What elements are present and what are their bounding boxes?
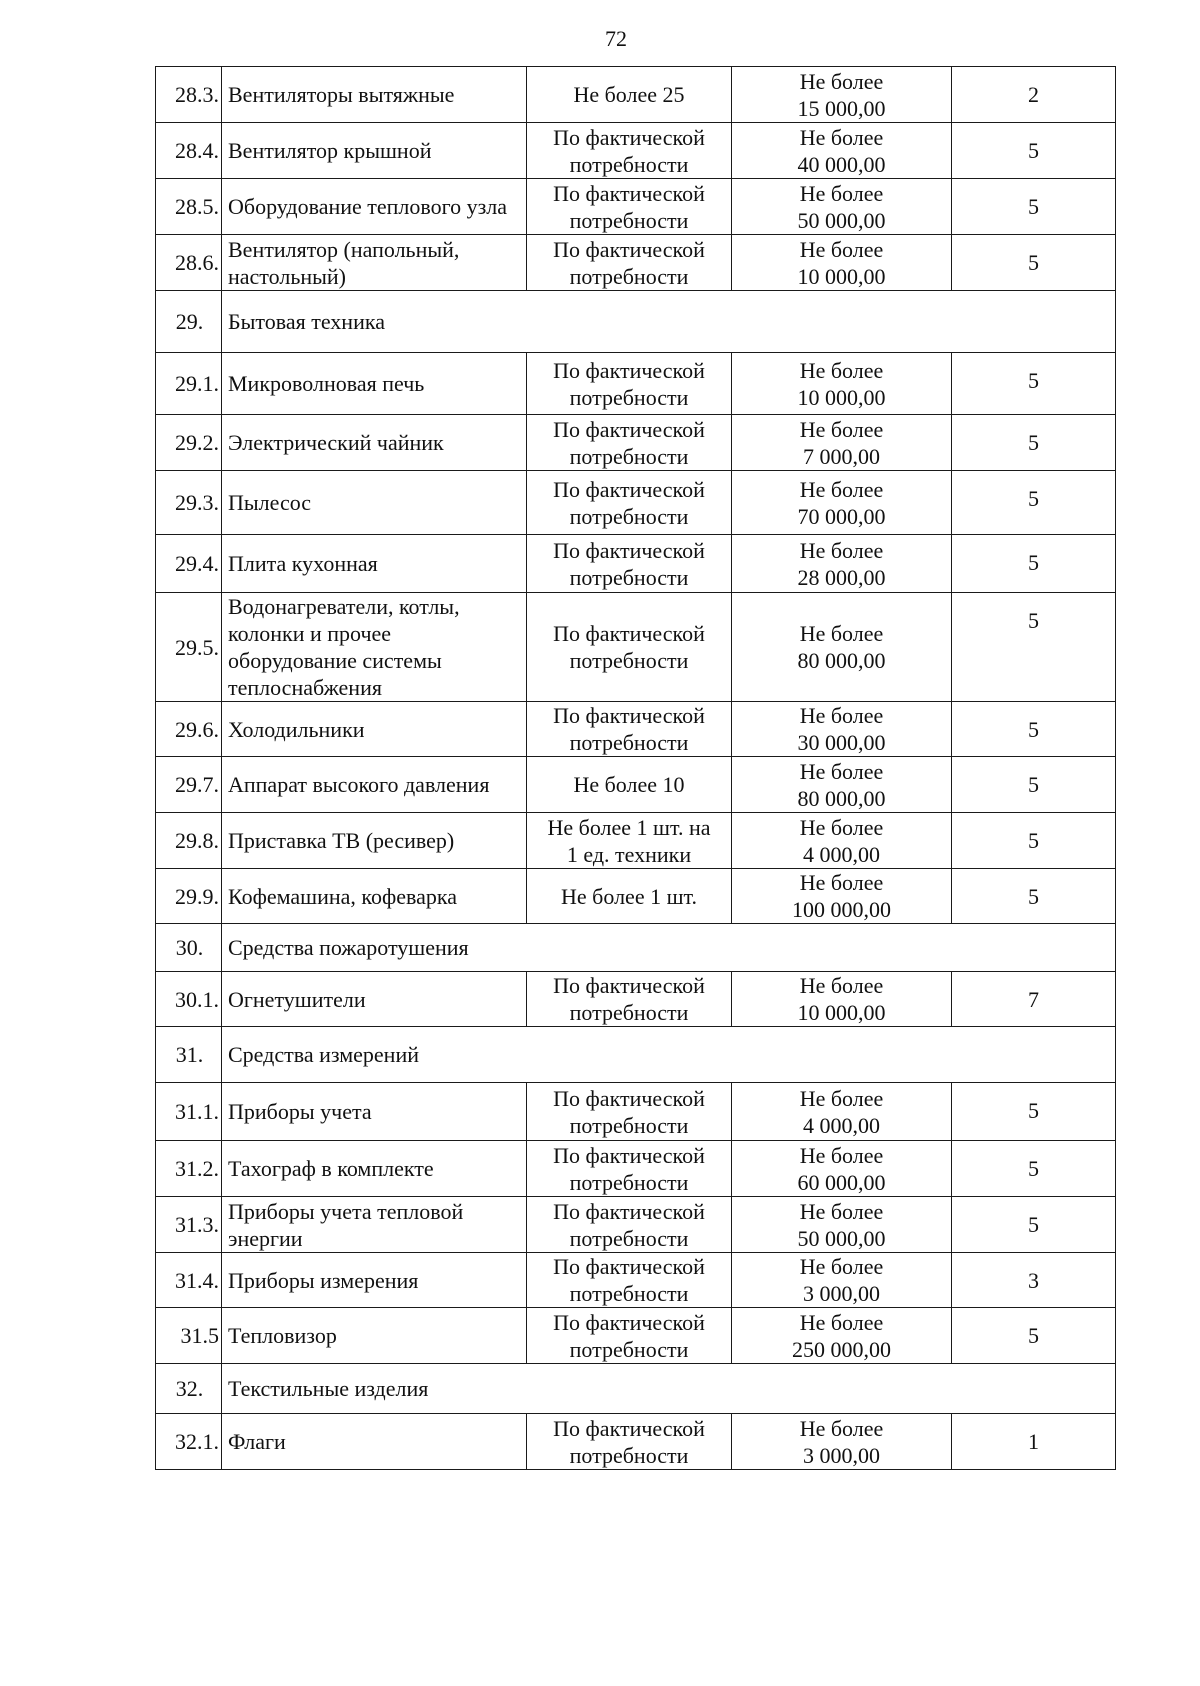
item-service-years: 5	[952, 415, 1116, 471]
row-number: 29.5.	[156, 593, 222, 702]
item-quantity: По фактической потребности	[527, 123, 732, 179]
item-price: Не более 50 000,00	[732, 179, 952, 235]
section-row	[156, 291, 1116, 353]
item-service-years: 5	[952, 353, 1116, 415]
item-price: Не более 70 000,00	[732, 471, 952, 535]
item-service-years: 7	[952, 972, 1116, 1027]
item-quantity: По фактической потребности	[527, 471, 732, 535]
section-row	[156, 1027, 1116, 1083]
section-number: 30.	[156, 924, 222, 972]
item-price: Не более 3 000,00	[732, 1414, 952, 1470]
section-title: Бытовая техника	[222, 291, 1116, 353]
item-name: Кофемашина, кофеварка	[222, 869, 527, 924]
row-number: 29.6.	[156, 702, 222, 757]
item-service-years: 2	[952, 67, 1116, 123]
row-number: 31.5	[156, 1308, 222, 1364]
item-quantity: По фактической потребности	[527, 1141, 732, 1197]
table-row	[156, 1414, 1116, 1470]
table-row	[156, 1197, 1116, 1253]
item-name: Микроволновая печь	[222, 353, 527, 415]
item-quantity: Не более 10	[527, 757, 732, 813]
table-row	[156, 235, 1116, 291]
row-number: 29.9.	[156, 869, 222, 924]
item-quantity: По фактической потребности	[527, 593, 732, 702]
item-service-years: 5	[952, 471, 1116, 535]
item-quantity: По фактической потребности	[527, 1253, 732, 1308]
item-name: Тахограф в комплекте	[222, 1141, 527, 1197]
item-service-years: 1	[952, 1414, 1116, 1470]
row-number: 28.4.	[156, 123, 222, 179]
table-row	[156, 869, 1116, 924]
item-price: Не более 100 000,00	[732, 869, 952, 924]
item-service-years: 5	[952, 813, 1116, 869]
item-name: Электрический чайник	[222, 415, 527, 471]
row-number: 30.1.	[156, 972, 222, 1027]
table-row	[156, 67, 1116, 123]
item-quantity: По фактической потребности	[527, 235, 732, 291]
item-quantity: По фактической потребности	[527, 179, 732, 235]
item-price: Не более 10 000,00	[732, 235, 952, 291]
item-quantity: По фактической потребности	[527, 1197, 732, 1253]
item-quantity: По фактической потребности	[527, 535, 732, 593]
table-row	[156, 179, 1116, 235]
table-row	[156, 972, 1116, 1027]
section-title: Средства пожаротушения	[222, 924, 1116, 972]
item-price: Не более 30 000,00	[732, 702, 952, 757]
item-service-years: 5	[952, 1308, 1116, 1364]
section-number: 29.	[156, 291, 222, 353]
item-name: Плита кухонная	[222, 535, 527, 593]
table-body	[156, 67, 1116, 1470]
item-service-years: 5	[952, 123, 1116, 179]
table-row	[156, 1253, 1116, 1308]
item-price: Не более 4 000,00	[732, 813, 952, 869]
section-number: 31.	[156, 1027, 222, 1083]
item-service-years: 5	[952, 535, 1116, 593]
item-price: Не более 80 000,00	[732, 757, 952, 813]
item-name: Приборы учета тепловой энергии	[222, 1197, 527, 1253]
table-row	[156, 1141, 1116, 1197]
table-row	[156, 415, 1116, 471]
item-service-years: 5	[952, 235, 1116, 291]
item-name: Оборудование теплового узла	[222, 179, 527, 235]
row-number: 29.4.	[156, 535, 222, 593]
item-quantity: Не более 25	[527, 67, 732, 123]
item-price: Не более 15 000,00	[732, 67, 952, 123]
table-row	[156, 535, 1116, 593]
row-number: 29.2.	[156, 415, 222, 471]
item-service-years: 5	[952, 757, 1116, 813]
section-row	[156, 1364, 1116, 1414]
section-row	[156, 924, 1116, 972]
item-price: Не более 7 000,00	[732, 415, 952, 471]
item-price: Не более 28 000,00	[732, 535, 952, 593]
item-name: Приборы измерения	[222, 1253, 527, 1308]
row-number: 28.5.	[156, 179, 222, 235]
table-row	[156, 593, 1116, 702]
item-quantity: Не более 1 шт.	[527, 869, 732, 924]
item-price: Не более 250 000,00	[732, 1308, 952, 1364]
item-quantity: По фактической потребности	[527, 1414, 732, 1470]
row-number: 31.3.	[156, 1197, 222, 1253]
item-name: Флаги	[222, 1414, 527, 1470]
table-row	[156, 123, 1116, 179]
item-price: Не более 80 000,00	[732, 593, 952, 702]
table-row	[156, 1083, 1116, 1141]
row-number: 29.1.	[156, 353, 222, 415]
table-row	[156, 813, 1116, 869]
item-price: Не более 60 000,00	[732, 1141, 952, 1197]
item-name: Водонагреватели, котлы, колонки и прочее оборудование системы теплоснабжения	[222, 593, 527, 702]
item-name: Огнетушители	[222, 972, 527, 1027]
table-row	[156, 353, 1116, 415]
item-price: Не более 10 000,00	[732, 972, 952, 1027]
norms-table	[155, 66, 1116, 1470]
item-service-years: 5	[952, 702, 1116, 757]
item-price: Не более 50 000,00	[732, 1197, 952, 1253]
item-name: Холодильники	[222, 702, 527, 757]
item-service-years: 5	[952, 1197, 1116, 1253]
item-quantity: По фактической потребности	[527, 1083, 732, 1141]
item-service-years: 5	[952, 179, 1116, 235]
section-number: 32.	[156, 1364, 222, 1414]
item-quantity: По фактической потребности	[527, 972, 732, 1027]
row-number: 32.1.	[156, 1414, 222, 1470]
item-service-years: 5	[952, 1141, 1116, 1197]
item-service-years: 5	[952, 869, 1116, 924]
item-price: Не более 4 000,00	[732, 1083, 952, 1141]
item-service-years: 5	[952, 593, 1116, 702]
item-price: Не более 40 000,00	[732, 123, 952, 179]
item-quantity: По фактической потребности	[527, 702, 732, 757]
row-number: 29.8.	[156, 813, 222, 869]
item-name: Аппарат высокого давления	[222, 757, 527, 813]
table-row	[156, 757, 1116, 813]
item-service-years: 3	[952, 1253, 1116, 1308]
row-number: 31.2.	[156, 1141, 222, 1197]
item-price: Не более 10 000,00	[732, 353, 952, 415]
item-quantity: По фактической потребности	[527, 1308, 732, 1364]
row-number: 28.3.	[156, 67, 222, 123]
row-number: 29.3.	[156, 471, 222, 535]
item-name: Пылесос	[222, 471, 527, 535]
item-name: Тепловизор	[222, 1308, 527, 1364]
item-quantity: По фактической потребности	[527, 415, 732, 471]
section-title: Средства измерений	[222, 1027, 1116, 1083]
table-row	[156, 702, 1116, 757]
table-row	[156, 1308, 1116, 1364]
row-number: 29.7.	[156, 757, 222, 813]
table-row	[156, 471, 1116, 535]
item-name: Вентилятор крышной	[222, 123, 527, 179]
row-number: 31.4.	[156, 1253, 222, 1308]
row-number: 28.6.	[156, 235, 222, 291]
item-name: Приставка ТВ (ресивер)	[222, 813, 527, 869]
item-name: Вентиляторы вытяжные	[222, 67, 527, 123]
row-number: 31.1.	[156, 1083, 222, 1141]
section-title: Текстильные изделия	[222, 1364, 1116, 1414]
item-price: Не более 3 000,00	[732, 1253, 952, 1308]
item-quantity: Не более 1 шт. на 1 ед. техники	[527, 813, 732, 869]
item-quantity: По фактической потребности	[527, 353, 732, 415]
item-name: Приборы учета	[222, 1083, 527, 1141]
item-name: Вентилятор (напольный, настольный)	[222, 235, 527, 291]
page-number: 72	[605, 26, 627, 51]
item-service-years: 5	[952, 1083, 1116, 1141]
